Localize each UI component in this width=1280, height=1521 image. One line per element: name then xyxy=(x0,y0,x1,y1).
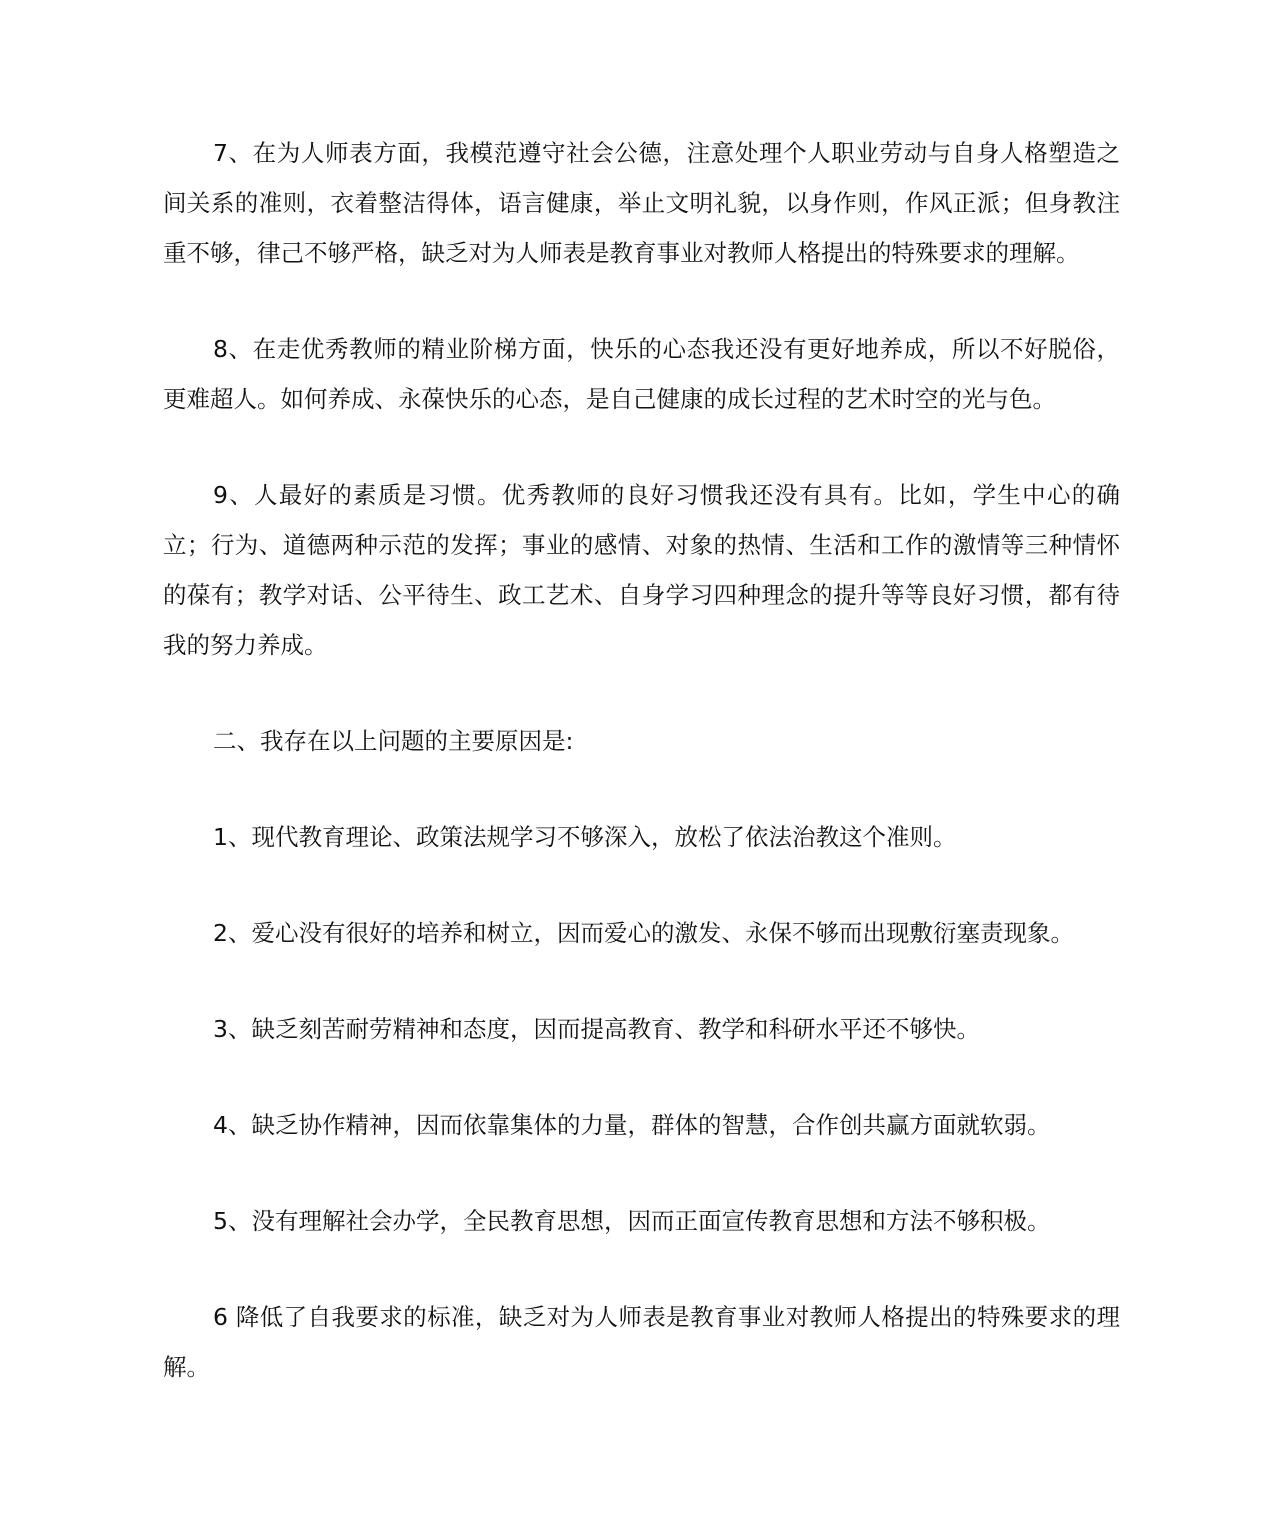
cause-item-2: 2、爱心没有很好的培养和树立，因而爱心的激发、永保不够而出现敷衍塞责现象。 xyxy=(213,919,1074,947)
cause-item-4: 4、缺乏协作精神，因而依靠集体的力量，群体的智慧，合作创共赢方面就软弱。 xyxy=(213,1111,1051,1139)
section-heading-causes: 二、我存在以上问题的主要原因是: xyxy=(213,727,574,755)
cause-item-3: 3、缺乏刻苦耐劳精神和态度，因而提高教育、教学和科研水平还不够快。 xyxy=(213,1015,980,1043)
paragraph-item-7: 7、在为人师表方面，我模范遵守社会公德，注意处理个人职业劳动与自身人格塑造之间关系的准则，衣着整洁得体，语言健康，举止文明礼貌，以身作则，作风正派；但身教注重不够，律己不够严格，缺乏对为人师表是教育事业对教师人格提出的特殊要求的理解。 xyxy=(163,139,1120,267)
paragraph-item-8: 8、在走优秀教师的精业阶梯方面，快乐的心态我还没有更好地养成，所以不好脱俗，更难超人。如何养成、永葆快乐的心态，是自己健康的成长过程的艺术时空的光与色。 xyxy=(163,335,1120,413)
cause-item-1: 1、现代教育理论、政策法规学习不够深入，放松了依法治教这个准则。 xyxy=(213,823,957,851)
paragraph-item-9: 9、人最好的素质是习惯。优秀教师的良好习惯我还没有具有。比如，学生中心的确立；行为、道德两种示范的发挥；事业的感情、对象的热情、生活和工作的激情等三种情怀的葆有；教学对话、公平待生、政工艺术、自身学习四种理念的提升等等良好习惯，都有待我的努力养成。 xyxy=(163,481,1120,659)
cause-item-6: 6 降低了自我要求的标准，缺乏对为人师表是教育事业对教师人格提出的特殊要求的理解。 xyxy=(163,1303,1120,1381)
cause-item-5: 5、没有理解社会办学，全民教育思想，因而正面宣传教育思想和方法不够积极。 xyxy=(213,1207,1051,1235)
